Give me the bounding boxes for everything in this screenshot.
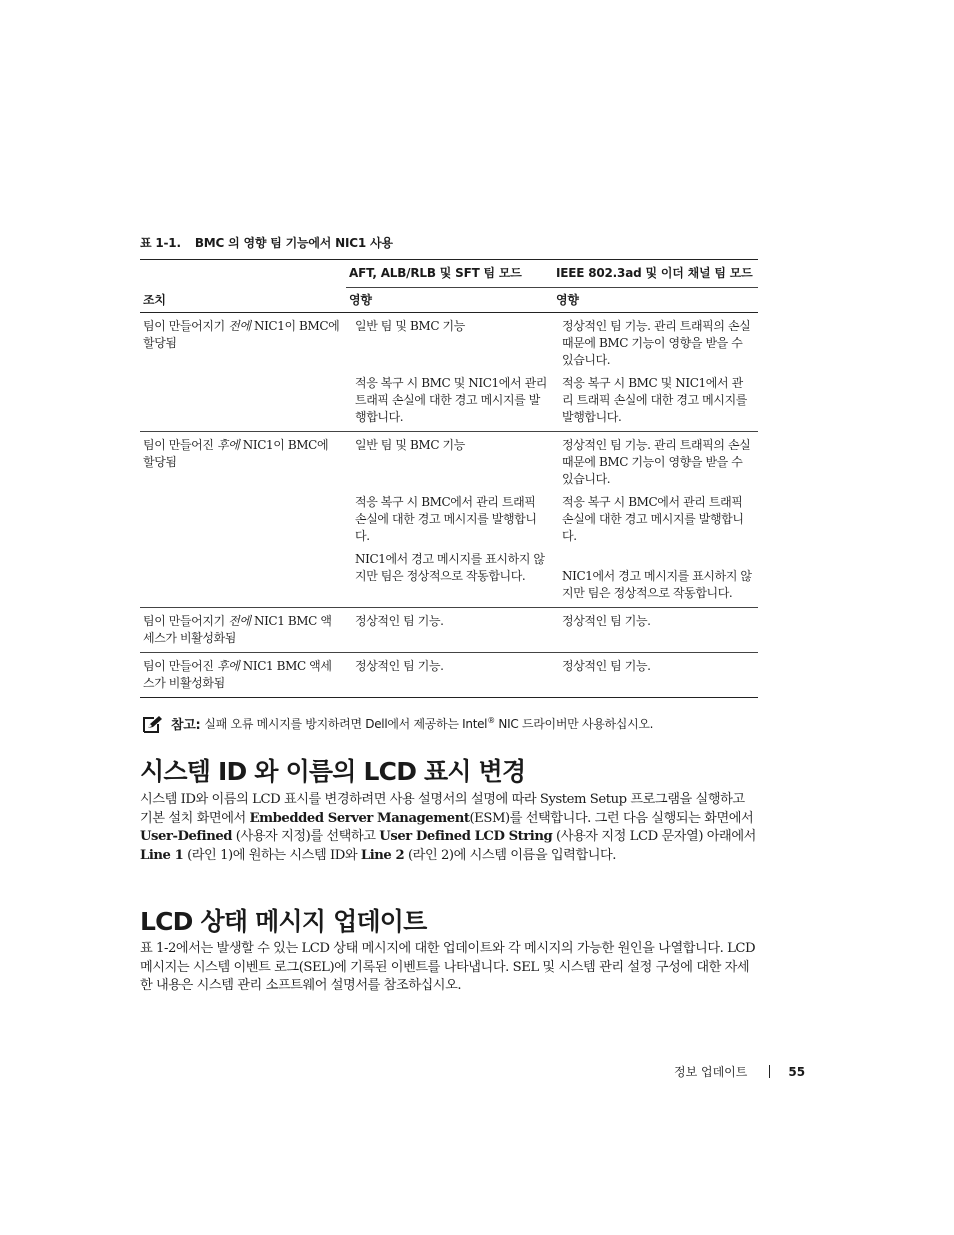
body-text: (라인 2)에 시스템 이름을 입력합니다. bbox=[404, 847, 617, 863]
header-empty-cell bbox=[140, 260, 346, 288]
impact-cell: 정상적인 팀 기능. 관리 트래픽의 손실 때문에 BMC 기능이 영향을 받을 수 있습니다. bbox=[562, 438, 751, 486]
action-cell bbox=[140, 653, 346, 698]
note bbox=[143, 714, 783, 733]
impact-cell: 적응 복구 시 BMC 및 NIC1에서 관리 트래픽 손실에 대한 경고 메시지를 발행합니다. bbox=[355, 376, 547, 424]
pencil-icon bbox=[143, 715, 163, 733]
table-row bbox=[140, 489, 758, 546]
impact-cell: 정상적인 팀 기능. bbox=[355, 659, 444, 673]
header-ieee-etherchannel-mode: IEEE 802.3ad 및 이더 채널 팀 모드 bbox=[553, 260, 758, 288]
table-number: 표 1-1. bbox=[140, 236, 181, 250]
action-text: 팀이 만들어지기 bbox=[143, 319, 229, 333]
header-impact-col3: 영향 bbox=[556, 293, 579, 307]
footer-section-title: 정보 업데이트 bbox=[674, 1065, 748, 1079]
action-text: NIC1이 BMC에 할당됨 bbox=[143, 319, 340, 350]
table-row bbox=[140, 546, 758, 608]
empty-cell bbox=[140, 489, 346, 546]
empty-cell bbox=[140, 370, 346, 432]
footer-divider bbox=[769, 1065, 770, 1078]
ui-term: Embedded Server Management bbox=[249, 810, 470, 826]
action-text: NIC1 BMC 액세스가 비활성화됨 bbox=[143, 659, 332, 690]
table-header-row-top bbox=[140, 260, 758, 288]
table-title: BMC 의 영향 팀 기능에서 NIC1 사용 bbox=[194, 236, 393, 250]
action-text: NIC1 BMC 액세스가 비활성화됨 bbox=[143, 614, 332, 645]
action-text: NIC1이 BMC에 할당됨 bbox=[143, 438, 329, 469]
impact-cell: NIC1에서 경고 메시지를 표시하지 않지만 팀은 정상적으로 작동합니다. bbox=[562, 569, 752, 600]
section-heading-lcd-id: 시스템 ID 와 이름의 LCD 표시 변경 bbox=[140, 757, 526, 786]
action-cell bbox=[140, 608, 346, 653]
impact-cell: 정상적인 팀 기능. bbox=[562, 659, 651, 673]
table-row bbox=[140, 313, 758, 371]
page-footer bbox=[674, 1063, 805, 1080]
header-action: 조치 bbox=[143, 292, 166, 307]
table-row bbox=[140, 432, 758, 490]
ui-term: Line 2 bbox=[360, 847, 405, 863]
page-number: 55 bbox=[788, 1064, 806, 1079]
note-text-part: 실패 오류 메시지를 방지하려면 Dell에서 제공하는 Intel bbox=[204, 717, 488, 731]
section-body-lcd-id bbox=[140, 791, 760, 865]
action-emphasis: 후에 bbox=[216, 438, 240, 452]
body-text: (사용자 지정)를 선택하고 bbox=[232, 829, 380, 844]
impact-cell: 정상적인 팀 기능. bbox=[562, 614, 651, 628]
action-emphasis: 후에 bbox=[216, 659, 240, 673]
section-heading-lcd-status: LCD 상태 메시지 업데이트 bbox=[140, 907, 427, 936]
impact-cell: 정상적인 팀 기능. 관리 트래픽의 손실 때문에 BMC 기능이 영향을 받을 수 있습니다. bbox=[562, 319, 751, 367]
registered-mark: ® bbox=[487, 716, 495, 725]
table-row bbox=[140, 653, 758, 698]
ui-term: Line 1 bbox=[140, 847, 184, 863]
body-text: (라인 1)에 원하는 시스템 ID와 bbox=[183, 847, 361, 863]
action-text: 팀이 만들어진 bbox=[143, 438, 217, 452]
empty-cell bbox=[140, 546, 346, 608]
note-text-part: NIC 드라이버만 사용하십시오. bbox=[494, 717, 654, 731]
impact-cell: 일반 팀 및 BMC 기능 bbox=[355, 438, 465, 452]
impact-cell: 정상적인 팀 기능. bbox=[355, 614, 444, 628]
ui-term: User-Defined bbox=[140, 829, 233, 844]
table-caption bbox=[140, 234, 393, 251]
ui-term: User Defined LCD String bbox=[379, 829, 553, 844]
note-label: 참고: bbox=[171, 718, 201, 733]
action-emphasis: 전에 bbox=[228, 319, 251, 333]
bmc-nic1-impact-table bbox=[140, 259, 758, 698]
impact-cell: 적응 복구 시 BMC 및 NIC1에서 관리 트래픽 손실에 대한 경고 메시지를 발행합니다. bbox=[562, 376, 747, 424]
note-text bbox=[204, 715, 653, 732]
body-text: 시스템 ID와 이름의 LCD 표시를 변경하려면 사용 설명서의 설명에 따라 System Setup 프로그램을 실행하고 기본 설치 화면에서 bbox=[140, 792, 745, 826]
body-text: (ESM)를 선택합니다. 그런 다음 실행되는 화면에서 bbox=[469, 810, 754, 826]
impact-cell: NIC1에서 경고 메시지를 표시하지 않지만 팀은 정상적으로 작동합니다. bbox=[355, 552, 545, 583]
table-header-row-bottom bbox=[140, 288, 758, 313]
impact-cell: 적응 복구 시 BMC에서 관리 트래픽 손실에 대한 경고 메시지를 발행합니다. bbox=[355, 495, 537, 543]
action-cell bbox=[140, 313, 346, 371]
impact-cell: 적응 복구 시 BMC에서 관리 트래픽 손실에 대한 경고 메시지를 발행합니다. bbox=[562, 495, 744, 543]
action-emphasis: 전에 bbox=[228, 614, 251, 628]
action-text: 팀이 만들어진 bbox=[143, 659, 217, 673]
header-aft-alb-sft-mode: AFT, ALB/RLB 및 SFT 팀 모드 bbox=[346, 260, 553, 288]
section-body-lcd-status: 표 1-2에서는 발생할 수 있는 LCD 상태 메시지에 대한 업데이트와 각 메시지의 가능한 원인을 나열합니다. LCD 메시지는 시스템 이벤트 로그(SEL)에 기록된 이벤트를 나타냅니다. SEL 및 시스템 관리 설정 구성에 대한 자세한 내용은 시스템 관리 소프트웨어 설명서를 참조하십시오. bbox=[140, 941, 756, 993]
action-cell bbox=[140, 432, 346, 490]
table-row bbox=[140, 608, 758, 653]
impact-cell: 일반 팀 및 BMC 기능 bbox=[355, 319, 465, 333]
header-impact-col2: 영향 bbox=[349, 293, 372, 307]
table-row bbox=[140, 370, 758, 432]
action-text: 팀이 만들어지기 bbox=[143, 614, 229, 628]
body-text: (사용자 지정 LCD 문자열) 아래에서 bbox=[552, 829, 756, 844]
